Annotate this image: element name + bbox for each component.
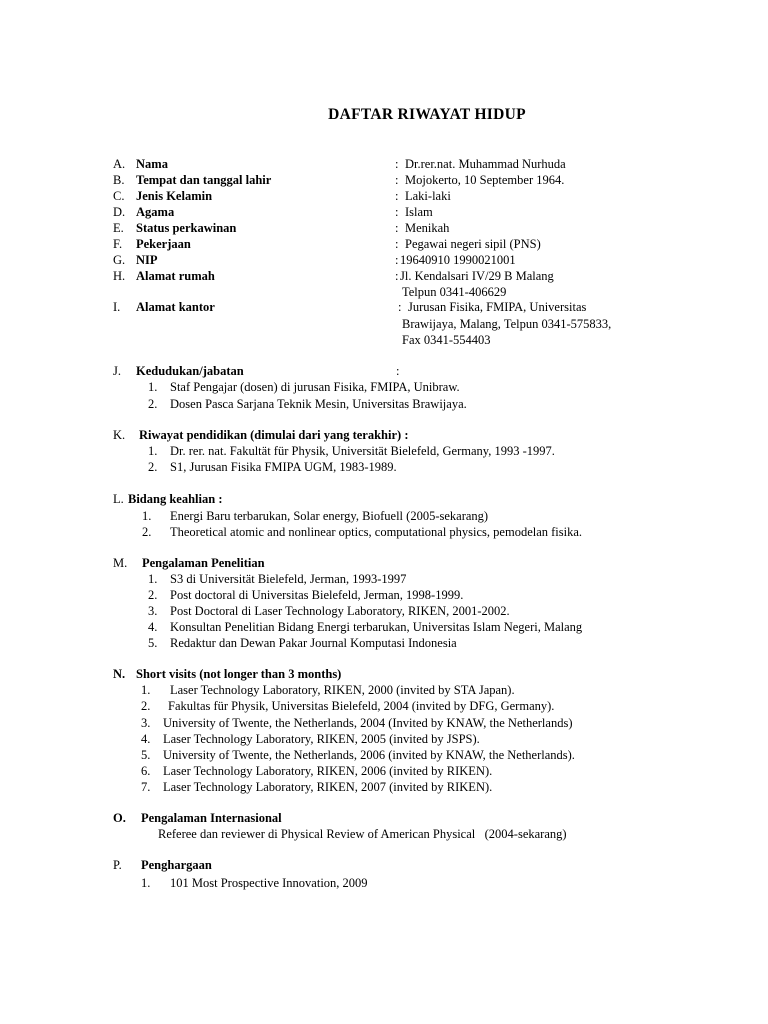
list-number: 5. <box>148 636 158 650</box>
field-label-pekerjaan: Pekerjaan <box>136 237 191 251</box>
list-number: 3. <box>141 716 151 730</box>
section-heading-pendidikan: Riwayat pendidikan (dimulai dari yang terakhir) : <box>139 428 409 442</box>
section-letter: M. <box>113 556 128 570</box>
colon: : <box>395 157 399 171</box>
field-label-alamat-kantor: Alamat kantor <box>136 300 215 314</box>
field-value-alamat-rumah: Jl. Kendalsari IV/29 B Malang <box>400 269 554 283</box>
colon: : <box>395 173 399 187</box>
list-item: Post doctoral di Universitas Bielefeld, Jerman, 1998-1999. <box>170 588 464 602</box>
section-heading-penelitian: Pengalaman Penelitian <box>142 556 265 570</box>
list-number: 1. <box>142 509 152 523</box>
list-number: 5. <box>141 748 151 762</box>
row-letter: D. <box>113 205 126 219</box>
list-item: Laser Technology Laboratory, RIKEN, 2007 (invited by RIKEN). <box>163 780 493 794</box>
list-number: 2. <box>141 699 151 713</box>
field-value-agama: Islam <box>405 205 433 219</box>
row-letter: F. <box>113 237 123 251</box>
list-item: Fakultas für Physik, Universitas Bielefeld, 2004 (invited by DFG, Germany). <box>168 699 555 713</box>
list-number: 1. <box>148 444 158 458</box>
row-letter: H. <box>113 269 126 283</box>
list-number: 7. <box>141 780 151 794</box>
list-item: 101 Most Prospective Innovation, 2009 <box>170 876 368 890</box>
field-value-nip: 19640910 1990021001 <box>400 253 516 267</box>
list-number: 2. <box>148 460 158 474</box>
list-number: 1. <box>141 876 151 890</box>
section-letter: O. <box>113 811 126 825</box>
list-number: 2. <box>148 588 158 602</box>
row-letter: B. <box>113 173 125 187</box>
section-heading-internasional: Pengalaman Internasional <box>141 811 282 825</box>
section-letter: L. <box>113 492 124 506</box>
field-value-ttl: Mojokerto, 10 September 1964. <box>405 173 565 187</box>
section-heading-short-visits: Short visits (not longer than 3 months) <box>136 667 342 681</box>
row-letter: G. <box>113 253 126 267</box>
list-item: Dr. rer. nat. Fakultät für Physik, Universität Bielefeld, Germany, 1993 -1997. <box>170 444 555 458</box>
list-item: Laser Technology Laboratory, RIKEN, 2000 (invited by STA Japan). <box>170 683 515 697</box>
section-letter: P. <box>113 858 122 872</box>
document-title: DAFTAR RIWAYAT HIDUP <box>328 106 526 123</box>
list-number: 1. <box>148 380 158 394</box>
row-letter: E. <box>113 221 124 235</box>
colon: : <box>395 205 399 219</box>
colon: : <box>396 364 400 378</box>
section-heading-kedudukan: Kedudukan/jabatan <box>136 364 244 378</box>
colon: : <box>395 189 399 203</box>
section-letter: N. <box>113 667 126 681</box>
field-value-jenis-kelamin: Laki-laki <box>405 189 451 203</box>
row-letter: A. <box>113 157 126 171</box>
row-letter: I. <box>113 300 121 314</box>
list-item: S3 di Universität Bielefeld, Jerman, 1993-1997 <box>170 572 407 586</box>
colon: : <box>395 253 399 267</box>
list-item: Theoretical atomic and nonlinear optics, computational physics, pemodelan fisika. <box>170 525 583 539</box>
section-letter: K. <box>113 428 126 442</box>
list-number: 3. <box>148 604 158 618</box>
field-value-nama: Dr.rer.nat. Muhammad Nurhuda <box>405 157 566 171</box>
list-number: 2. <box>142 525 152 539</box>
list-item: S1, Jurusan Fisika FMIPA UGM, 1983-1989. <box>170 460 397 474</box>
row-letter: C. <box>113 189 125 203</box>
colon: : <box>395 221 399 235</box>
field-label-jenis-kelamin: Jenis Kelamin <box>136 189 213 203</box>
section-text-internasional: Referee dan reviewer di Physical Review of American Physical (2004-sekarang) <box>158 827 567 841</box>
field-value-status: Menikah <box>405 221 450 235</box>
list-number: 1. <box>148 572 158 586</box>
list-number: 1. <box>141 683 151 697</box>
list-item: Laser Technology Laboratory, RIKEN, 2005 (invited by JSPS). <box>163 732 480 746</box>
list-number: 4. <box>141 732 151 746</box>
list-item: Konsultan Penelitian Bidang Energi terbarukan, Universitas Islam Negeri, Malang <box>170 620 583 634</box>
field-value-alamat-kantor: Jurusan Fisika, FMIPA, Universitas <box>408 300 587 314</box>
list-item: Dosen Pasca Sarjana Teknik Mesin, Universitas Brawijaya. <box>170 397 467 411</box>
field-label-agama: Agama <box>136 205 175 219</box>
field-label-status: Status perkawinan <box>136 221 237 235</box>
field-value-fax: Fax 0341-554403 <box>402 333 491 347</box>
colon: : <box>395 269 399 283</box>
list-item: Staf Pengajar (dosen) di jurusan Fisika, FMIPA, Unibraw. <box>170 380 460 394</box>
list-item: Energi Baru terbarukan, Solar energy, Biofuell (2005-sekarang) <box>170 509 489 523</box>
list-number: 4. <box>148 620 158 634</box>
field-label-nip: NIP <box>136 253 158 267</box>
list-item: University of Twente, the Netherlands, 2006 (invited by KNAW, the Netherlands). <box>163 748 575 762</box>
colon: : <box>398 300 402 314</box>
list-item: Post Doctoral di Laser Technology Laboratory, RIKEN, 2001-2002. <box>170 604 510 618</box>
list-item: University of Twente, the Netherlands, 2004 (Invited by KNAW, the Netherlands) <box>163 716 573 730</box>
section-heading-keahlian: Bidang keahlian : <box>128 492 223 506</box>
section-letter: J. <box>113 364 121 378</box>
list-item: Laser Technology Laboratory, RIKEN, 2006 (invited by RIKEN). <box>163 764 493 778</box>
colon: : <box>395 237 399 251</box>
list-item: Redaktur dan Dewan Pakar Journal Komputasi Indonesia <box>170 636 457 650</box>
field-value-pekerjaan: Pegawai negeri sipil (PNS) <box>405 237 541 251</box>
field-label-ttl: Tempat dan tanggal lahir <box>136 173 272 187</box>
list-number: 2. <box>148 397 158 411</box>
field-label-nama: Nama <box>136 157 168 171</box>
list-number: 6. <box>141 764 151 778</box>
field-label-alamat-rumah: Alamat rumah <box>136 269 215 283</box>
field-value-alamat-kantor-2: Brawijaya, Malang, Telpun 0341-575833, <box>402 317 612 331</box>
field-value-telpun-rumah: Telpun 0341-406629 <box>402 285 507 299</box>
section-heading-penghargaan: Penghargaan <box>141 858 212 872</box>
